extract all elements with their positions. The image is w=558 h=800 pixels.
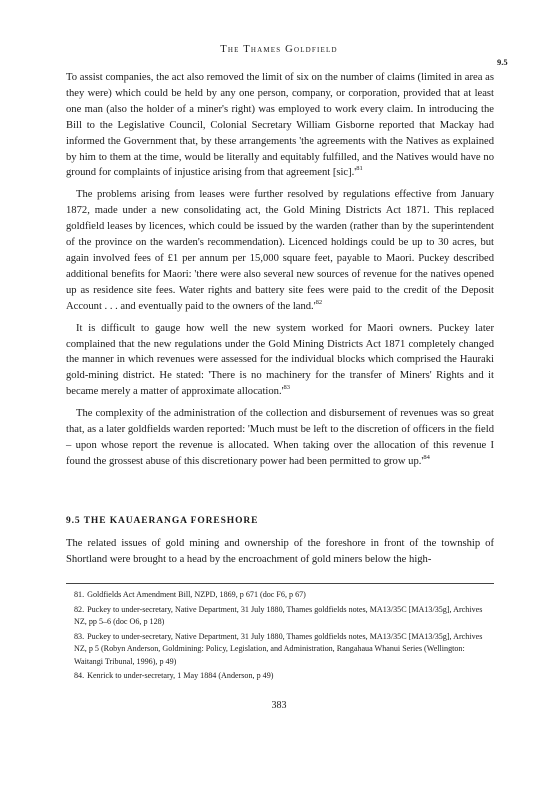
paragraph-text: The complexity of the administration of the collection and disbursement of revenues was so great that, as a later goldfields warden reported: 'Much must be left to the discretion of officers in the field – upon whose report the revenue is allocated. When taking over the allocation of this revenue I found the grossest abuse of this discretionary power had been permitted to grow up.'	[66, 408, 494, 467]
header-section-number: 9.5	[497, 57, 508, 67]
footnote-ref: 82	[315, 298, 323, 306]
paragraph	[66, 70, 494, 181]
footnote	[66, 670, 494, 683]
paragraph-text: It is difficult to gauge how well the new system worked for Maori owners. Puckey later complained that the new regulations under the Gold Mining Districts Act 1871 completely changed the manner in which revenues were assessed for the individual blocks which comprised the Hauraki gold-mining district. He stated: 'There is no machinery for the transfer of Miners' Rights and it became merely a matter of approximate allocation.'	[66, 322, 494, 398]
footnote-number: 84.	[74, 671, 85, 680]
footnote	[66, 589, 494, 602]
footnote-rule	[66, 583, 494, 584]
footnotes	[66, 589, 494, 685]
footnote-text: Puckey to under-secretary, Native Department, 31 July 1880, Thames goldfields notes, MA13/35C [MA13/35g], Archives NZ, p 5 (Robyn Anderson, Goldmining: Policy, Legislation, and Administration, Rangahaua Whanui Series (Wellington: Waitangi Tribunal, 1996), p 49)	[74, 631, 483, 666]
section-heading	[66, 514, 494, 530]
footnote-text: Goldfields Act Amendment Bill, NZPD, 1869, p 671 (doc F6, p 67)	[87, 590, 306, 599]
paragraph	[66, 187, 494, 314]
footnote	[66, 604, 494, 629]
paragraph-text: The problems arising from leases were further resolved by regulations effective from January 1872, made under a new consolidating act, the Gold Mining Districts Act 1871. This replaced goldfield leases by licences, which could be issued by the warden (rather than by the superintendent of the province on the warden's recommendation). Licenced holdings could be up to 30 acres, but again involved fees of £1 per annum per 15,000 square feet, payable to Maori. Puckey described additional benefits for Maori: 'there were also several new sources of revenue for the natives opened up as residence site fees. Water rights and battery site fees were paid to the credit of the Deposit Account . . . and eventually paid to the owners of the land.'	[66, 189, 494, 312]
paragraph-text: To assist companies, the act also removed the limit of six on the number of claims (limited in area as they were) which could be held by any one person, company, or corporation, provided that at least one man (also the holder of a miner's right) was employed to work every claim. In introducing the Bill to the Legislative Council, Colonial Secretary William Gisborne reported that Mackay had informed the Government that, by these arrangements 'the agreements with the Natives as explained by him to them at the time, would be literally and equitably fulfilled, and the Natives would have no ground for complaints of injustice arising from that agreement [sic].'	[66, 72, 494, 179]
footnote-number: 81.	[74, 590, 85, 599]
footnote-ref: 83	[283, 384, 291, 392]
section-heading-title: THE KAUAERANGA FORESHORE	[83, 515, 259, 526]
footnote-number: 83.	[74, 631, 85, 641]
page-number: 383	[271, 700, 287, 711]
footnote-ref: 81	[356, 165, 363, 173]
running-header: The Thames Goldfield	[220, 44, 338, 55]
paragraph	[66, 406, 494, 470]
paragraph	[66, 321, 494, 401]
footnote-number: 82.	[74, 604, 85, 614]
body-text	[66, 70, 494, 573]
footnote-ref: 84	[423, 453, 430, 461]
footnote-text: Puckey to under-secretary, Native Department, 31 July 1880, Thames goldfields notes, MA13/35C [MA13/35g], Archives NZ, pp 5–6 (doc O6, p 128)	[74, 604, 483, 626]
footnote	[66, 631, 494, 669]
section-heading-number: 9.5	[66, 515, 81, 526]
paragraph	[66, 536, 494, 568]
footnote-text: Kenrick to under-secretary, 1 May 1884 (Anderson, p 49)	[87, 671, 274, 680]
paragraph-text: The related issues of gold mining and ownership of the foreshore in front of the township of Shortland were brought to a head by the encroachment of gold miners below the high-	[66, 537, 494, 565]
